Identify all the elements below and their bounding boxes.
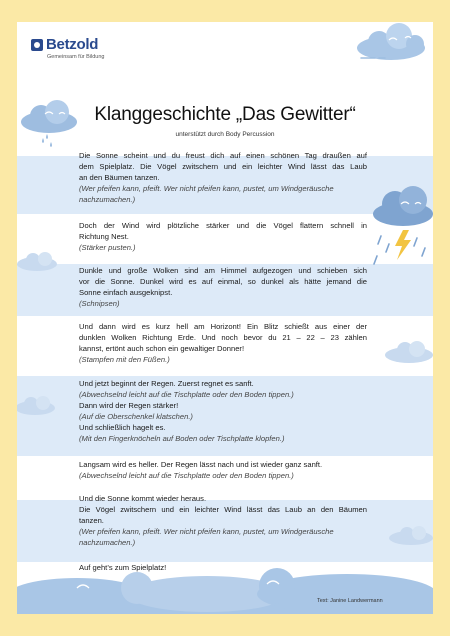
- story-paragraph-8: [79, 562, 367, 573]
- brand-name: Betzold: [46, 36, 99, 53]
- text-line: Sonne einfach ausgeknipst.: [79, 288, 173, 297]
- text-line: Die Sonne scheint und du freust dich auf einen schönen Tag draußen auf: [79, 151, 367, 160]
- brand-tagline: Gemeinsam für Bildung: [47, 54, 105, 60]
- author-credit: Text: Janine Landwermann: [317, 598, 383, 604]
- text-line: Die Vögel zwitschern und ein leichter Wind lässt das Laub an den Bäumen: [79, 505, 367, 514]
- text-line: Richtung Nest.: [79, 232, 129, 241]
- instruction-line: (Abwechselnd leicht auf die Tischplatte oder den Boden tippen.): [79, 390, 294, 399]
- text-line: Und jetzt beginnt der Regen. Zuerst regnet es sanft.: [79, 379, 254, 388]
- story-paragraph-3: [79, 265, 367, 309]
- instruction-line: (Wer pfeifen kann, pfeift. Wer nicht pfeifen kann, pustet, um Windgeräusche: [79, 527, 334, 536]
- text-line: kannst, ertönt auch schon ein gewaltiger Donner!: [79, 344, 245, 353]
- instruction-line: (Wer pfeifen kann, pfeift. Wer nicht pfeifen kann, pustet, um Windgeräusche: [79, 184, 334, 193]
- story-paragraph-4: [79, 321, 367, 365]
- instruction-line: nachzumachen.): [79, 538, 136, 547]
- text-line: vor die Sonne. Dunkel wird es auf einmal, so dunkel als hätte jemand die: [79, 277, 367, 286]
- story-paragraph-6: [79, 459, 367, 481]
- worksheet-page: [17, 22, 433, 614]
- text-line: Auf geht’s zum Spielplatz!: [79, 563, 167, 572]
- instruction-line: nachzumachen.): [79, 195, 136, 204]
- cloud-icon: [17, 250, 63, 272]
- text-line: Dann wird der Regen stärker!: [79, 401, 179, 410]
- instruction-line: (Stärker pusten.): [79, 243, 136, 252]
- instruction-line: (Schnipsen): [79, 299, 120, 308]
- instruction-line: (Abwechselnd leicht auf die Tischplatte oder den Boden tippen.): [79, 471, 294, 480]
- cloud-icon: [379, 340, 433, 364]
- text-line: an den Bäumen tanzen.: [79, 173, 160, 182]
- story-paragraph-1: [79, 150, 367, 205]
- story-paragraph-7: [79, 493, 367, 548]
- text-line: Dunkle und große Wolken sind am Himmel aufgezogen und schieben sich: [79, 266, 367, 275]
- text-line: Doch der Wind wird plötzliche stärker und die Vögel flattern schnell in: [79, 221, 367, 230]
- text-line: tanzen.: [79, 516, 104, 525]
- instruction-line: (Mit den Fingerknöcheln auf Boden oder Tischplatte klopfen.): [79, 434, 285, 443]
- page-title: Klanggeschichte „Das Gewitter“: [94, 104, 356, 125]
- storm-cloud-icon: [365, 178, 433, 278]
- text-line: dunklen Wolken Richtung Erde. Und noch bevor du 21 – 22 – 23 zählen: [79, 333, 367, 342]
- instruction-line: (Auf die Oberschenkel klatschen.): [79, 412, 193, 421]
- page-subtitle: unterstützt durch Body Percussion: [175, 131, 275, 138]
- cloud-icon: [349, 22, 433, 66]
- cloud-icon: [17, 394, 61, 416]
- story-paragraph-2: [79, 220, 367, 253]
- cloud-icon: [383, 524, 433, 546]
- text-line: dem Spielplatz. Die Vögel zwitschern und ein leichter Wind lässt das Laub: [79, 162, 367, 171]
- text-line: Langsam wird es heller. Der Regen lässt nach und ist wieder ganz sanft.: [79, 460, 323, 469]
- story-paragraph-5: [79, 378, 367, 444]
- text-line: Und dann wird es kurz hell am Horizont! Ein Blitz schießt aus einer der: [79, 322, 367, 331]
- instruction-line: (Stampfen mit den Füßen.): [79, 355, 170, 364]
- text-line: Und die Sonne kommt wieder heraus.: [79, 494, 207, 503]
- logo-mark-icon: [31, 39, 43, 51]
- text-line: Und schließlich hagelt es.: [79, 423, 166, 432]
